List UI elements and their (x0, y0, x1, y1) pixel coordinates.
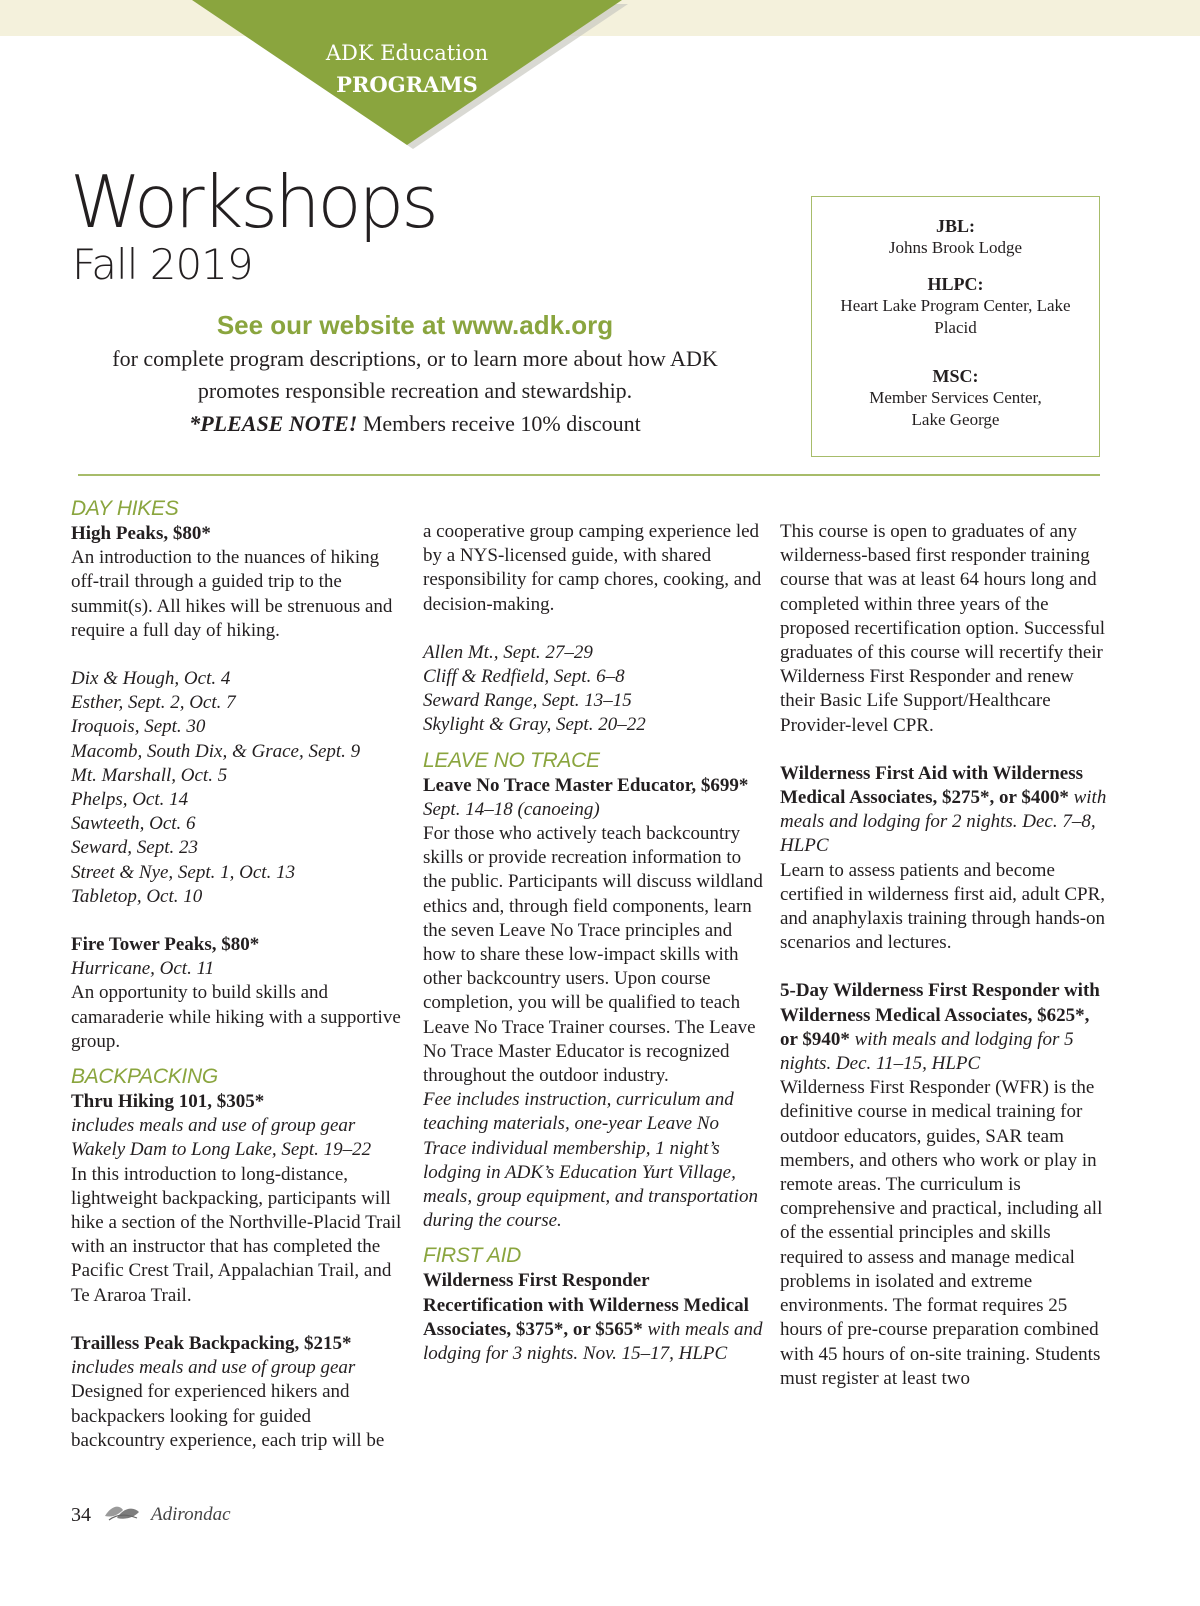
program-desc-trailless-cont: a cooperative group camping experience led by a NYS-licensed guide, with shared responsibility for camp chores, cooking, and decision-making. (423, 521, 762, 615)
banner-line-2: PROGRAMS (336, 72, 478, 97)
page-subtitle: Fall 2019 (72, 240, 253, 289)
section-banner (192, 0, 632, 150)
spacer (780, 496, 1110, 520)
program-title-trailless: Trailless Peak Backpacking, $215* (71, 1332, 352, 1354)
program-title-wfr-recert: Wilderness First Responder Recertification with Wilderness Medical Associates, $375*, or $565* (423, 1270, 749, 1340)
program-title-wfa: Wilderness First Aid with Wilderness Medical Associates, $275*, or $400* (780, 762, 1083, 809)
date-item: Phelps, Oct. 14 (71, 789, 189, 811)
note-emphasis: *PLEASE NOTE! (189, 411, 358, 436)
program-meta-wfa: with meals and lodging for 2 nights. Dec. 7–8, HLPC (780, 787, 1107, 857)
program-desc-lnt: For those who actively teach backcountry skills or provide recreation information to the public. Participants will discuss wildland ethics and, through field components, learn the seven Leave No Trace principles and how to share these low-impact skills with other backcountry users. Upon course completion, you will be qualified to teach Leave No Trace Trainer courses. The Leave No Trace Master Educator is recognized throughout the outdoor industry. (423, 823, 763, 1087)
program-fee-lnt: Fee includes instruction, curriculum and teaching materials, one-year Leave No Trace individual membership, 1 night’s lodging in ADK’s Education Yurt Village, meals, group equipment, and transportation during the course. (423, 1089, 758, 1232)
location-legend (811, 196, 1100, 457)
date-item: Esther, Sept. 2, Oct. 7 (71, 692, 236, 714)
spacer (780, 738, 1110, 762)
spacer (780, 955, 1110, 979)
program-title-wfr5: 5-Day Wilderness First Responder with Wilderness Medical Associates, $625*, or $940* (780, 980, 1100, 1050)
program-meta-wfr-recert: with meals and lodging for 3 nights. Nov. 15–17, HLPC (423, 1318, 763, 1365)
program-title-high-peaks: High Peaks, $80* (71, 523, 211, 544)
intro-text: for complete program descriptions, or to learn more about how ADK promotes responsible recreation and stewardship. (112, 346, 718, 403)
program-heading-wfr5 (780, 979, 1110, 1076)
section-heading-day-hikes: DAY HIKES (71, 497, 179, 520)
column-2 (423, 496, 763, 1366)
page-number: 34 (71, 1503, 91, 1526)
legend-item-jbl (812, 215, 1099, 259)
column-1 (71, 496, 406, 1453)
date-item: Allen Mt., Sept. 27–29 (423, 641, 593, 663)
member-note (80, 411, 750, 437)
date-item: Sawteeth, Oct. 6 (71, 813, 196, 835)
note-text: Members receive 10% discount (357, 411, 641, 436)
spacer (71, 1054, 406, 1064)
program-desc-wfr-recert: This course is open to graduates of any wilderness-based first responder training course that was at least 64 hours long and completed within three years of the proposed recertification option. Successful graduates of this course will recertify their Wilderness First Responder and renew their Basic Life Support/Healthcare Provider-level CPR. (780, 521, 1106, 736)
spacer (71, 909, 406, 933)
section-heading-leave-no-trace: LEAVE NO TRACE (423, 748, 600, 772)
column-3 (780, 496, 1110, 1391)
program-heading-wfr-recert (423, 1269, 763, 1366)
legend-abbr: HLPC: (927, 274, 984, 294)
spacer (423, 1233, 763, 1243)
spacer (423, 496, 763, 520)
leaf-logo-icon (103, 1500, 141, 1530)
legend-abbr: MSC: (932, 366, 979, 386)
page-title: Workshops (70, 160, 436, 244)
legend-full: Johns Brook Lodge (888, 238, 1023, 257)
legend-item-msc (812, 365, 1099, 431)
program-desc-wfr5: Wilderness First Responder (WFR) is the definitive course in medical training for outdoor educators, guides, SAR team members, and others who work or play in remote areas. The curriculum is comprehensive and practical, including all of the essential principles and skills required to assess and manage medical problems in isolated and extreme environments. The format requires 25 hours of pre-course preparation combined with 45 hours of on-site training. Students must register at least two (780, 1077, 1103, 1389)
date-item: Seward Range, Sept. 13–15 (423, 690, 632, 712)
date-item: Seward, Sept. 23 (71, 837, 199, 859)
program-meta-wfr5: with meals and lodging for 5 nights. Dec. 11–15, HLPC (780, 1028, 1074, 1075)
program-desc-wfa: Learn to assess patients and become certified in wilderness first aid, adult CPR, and anaphylaxis training through hands-on scenarios and lectures. (780, 859, 1106, 954)
program-desc-fire-tower: An opportunity to build skills and camaraderie while hiking with a supportive group. (71, 982, 401, 1052)
legend-item-hlpc (812, 273, 1099, 339)
spacer (71, 643, 406, 667)
website-link[interactable]: See our website at www.adk.org (216, 310, 614, 340)
program-date-lnt: Sept. 14–18 (canoeing) (423, 798, 600, 820)
date-item: Iroquois, Sept. 30 (71, 716, 206, 738)
legend-abbr: JBL: (935, 216, 975, 236)
spacer (423, 738, 763, 748)
legend-full: Member Services Center, Lake George (869, 388, 1042, 429)
program-desc-high-peaks: An introduction to the nuances of hiking off-trail through a guided trip to the summit(s). All hikes will be strenuous and require a full day of hiking. (71, 547, 393, 641)
program-desc-thru-hiking: In this introduction to long-distance, lightweight backpacking, participants will hike a section of the Northville-Placid Trail with an instructor that has completed the Pacific Crest Trail, Appalachian Trail, and Te Araroa Trail. (71, 1163, 402, 1306)
date-item: Macomb, South Dix, & Grace, Sept. 9 (71, 740, 361, 762)
banner-text (192, 38, 622, 100)
page-footer (71, 1500, 231, 1530)
program-title-lnt: Leave No Trace Master Educator, $699* (423, 774, 749, 796)
section-heading-backpacking: BACKPACKING (71, 1065, 218, 1089)
spacer (423, 617, 763, 641)
section-heading-first-aid: FIRST AID (423, 1244, 522, 1268)
date-item: Street & Nye, Sept. 1, Oct. 13 (71, 861, 296, 883)
spacer (71, 1308, 406, 1332)
divider-rule (78, 474, 1100, 476)
program-meta-thru-hiking: includes meals and use of group gear Wakely Dam to Long Lake, Sept. 19–22 (71, 1115, 372, 1161)
date-item: Dix & Hough, Oct. 4 (71, 668, 231, 690)
program-title-fire-tower: Fire Tower Peaks, $80* (71, 934, 260, 956)
program-desc-trailless: Designed for experienced hikers and backpackers looking for guided backcountry experience, each trip will be (71, 1381, 385, 1451)
program-meta-trailless: includes meals and use of group gear (71, 1357, 356, 1379)
program-title-thru-hiking: Thru Hiking 101, $305* (71, 1091, 265, 1113)
date-item: Tabletop, Oct. 10 (71, 885, 203, 907)
magazine-name: Adirondac (151, 1504, 231, 1525)
date-item: Mt. Marshall, Oct. 5 (71, 764, 228, 786)
date-item: Skylight & Gray, Sept. 20–22 (423, 714, 646, 736)
program-heading-wfa (780, 762, 1110, 859)
banner-line-1: ADK Education (325, 41, 489, 65)
date-item: Cliff & Redfield, Sept. 6–8 (423, 666, 625, 688)
legend-full: Heart Lake Program Center, Lake Placid (840, 296, 1071, 337)
program-date-fire-tower: Hurricane, Oct. 11 (71, 958, 215, 980)
